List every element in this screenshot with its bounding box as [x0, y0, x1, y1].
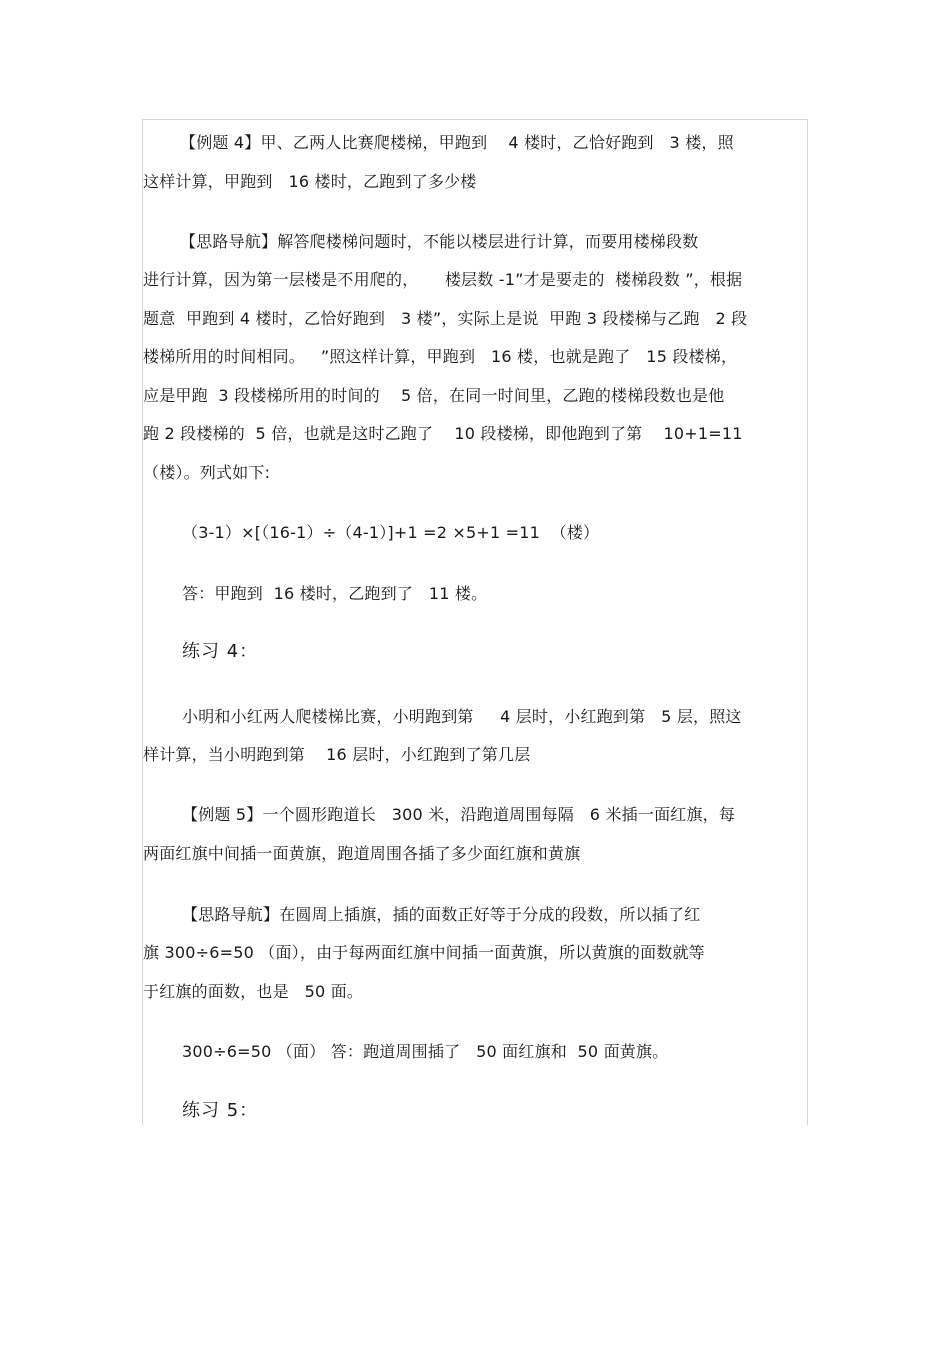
- example-4-formula: （3-1）×[（16-1）÷（4-1）]+1 =2 ×5+1 =11 （楼）: [182, 523, 600, 542]
- example-4-hint-line-4: 楼梯所用的时间相同。 ”照这样计算，甲跑到 16 楼，也就是跑了 15 段楼梯，: [143, 347, 738, 366]
- example-5-hint-line-1: 【思路导航】在圆周上插旗，插的面数正好等于分成的段数，所以插了红: [182, 905, 701, 924]
- example-5-hint-line-3: 于红旗的面数，也是 50 面。: [143, 982, 364, 1001]
- example-4-hint-line-3: 题意 甲跑到 4 楼时，乙恰好跑到 3 楼”，实际上是说 甲跑 3 段楼梯与乙跑 2 段: [143, 309, 748, 328]
- exercise-4-line-2: 样计算，当小明跑到第 16 层时，小红跑到了第几层: [143, 745, 531, 764]
- exercise-4-heading: 练习 4：: [182, 641, 259, 662]
- example-4-hint-line-2: 进行计算，因为第一层楼是不用爬的， 楼层数 -1”才是要走的 楼梯段数 ”，根据: [143, 270, 743, 289]
- exercise-4-line-1: 小明和小红两人爬楼梯比赛，小明跑到第 4 层时，小红跑到第 5 层，照这: [182, 707, 742, 726]
- example-4-hint-line-7: （楼）。列式如下:: [143, 463, 271, 482]
- example-4-question-line-2: 这样计算，甲跑到 16 楼时，乙跑到了多少楼: [143, 172, 477, 191]
- example-5-question-line-1: 【例题 5】一个圆形跑道长 300 米，沿跑道周围每隔 6 米插一面红旗，每: [182, 805, 736, 824]
- example-4-question-line-1: 【例题 4】甲、乙两人比赛爬楼梯，甲跑到 4 楼时，乙恰好跑到 3 楼，照: [180, 133, 734, 152]
- example-5-answer: 300÷6=50 （面） 答：跑道周围插了 50 面红旗和 50 面黄旗。: [182, 1042, 669, 1061]
- exercise-5-heading: 练习 5：: [182, 1100, 259, 1121]
- example-5-hint-line-2: 旗 300÷6=50 （面），由于每两面红旗中间插一面黄旗，所以黄旗的面数就等: [143, 943, 705, 962]
- example-4-hint-line-5: 应是甲跑 3 段楼梯所用的时间的 5 倍，在同一时间里，乙跑的楼梯段数也是他: [143, 386, 725, 405]
- example-4-answer: 答：甲跑到 16 楼时，乙跑到了 11 楼。: [182, 584, 488, 603]
- example-4-hint-line-1: 【思路导航】解答爬楼梯问题时，不能以楼层进行计算，而要用楼梯段数: [180, 232, 699, 251]
- example-4-hint-line-6: 跑 2 段楼梯的 5 倍，也就是这时乙跑了 10 段楼梯，即他跑到了第 10+1=11: [143, 424, 743, 443]
- example-5-question-line-2: 两面红旗中间插一面黄旗，跑道周围各插了多少面红旗和黄旗: [143, 844, 581, 863]
